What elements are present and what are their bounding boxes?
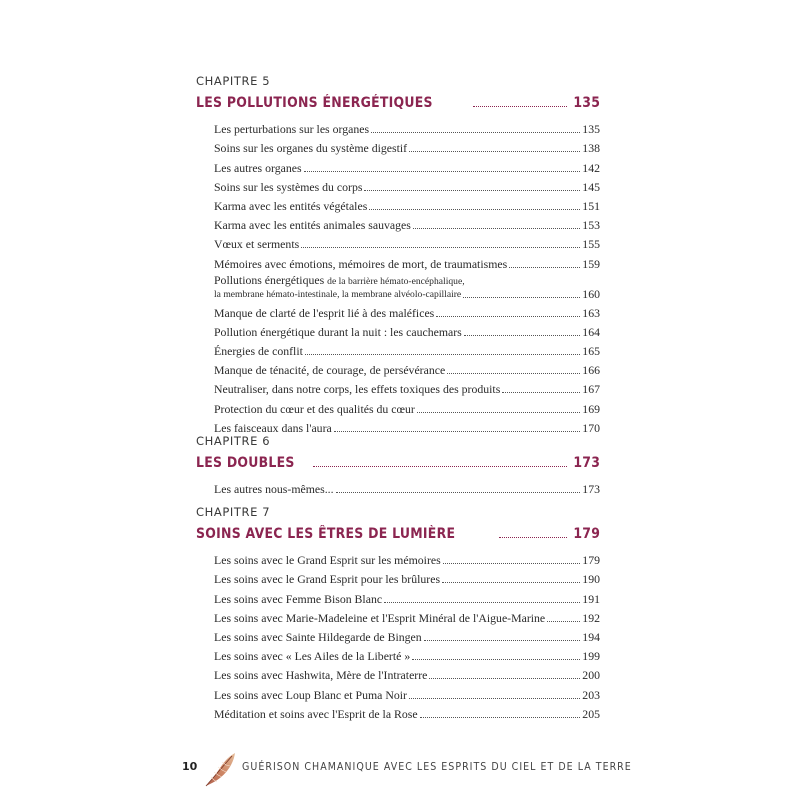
entry-title: Manque de ténacité, de courage, de persévérance bbox=[214, 363, 446, 378]
entry-title-continued: de la barrière hémato-encéphalique, bbox=[327, 275, 465, 287]
toc-entry[interactable] bbox=[214, 155, 600, 174]
dot-leader bbox=[364, 190, 580, 191]
entry-title: Méditation et soins avec l'Esprit de la Rose bbox=[214, 706, 418, 721]
dot-leader bbox=[464, 335, 581, 336]
toc-entry[interactable] bbox=[214, 625, 600, 644]
dot-leader bbox=[304, 171, 581, 172]
entry-page: 155 bbox=[582, 237, 600, 252]
dot-leader bbox=[371, 132, 580, 133]
chapter-label: CHAPITRE 6 bbox=[196, 434, 271, 448]
entry-page: 191 bbox=[582, 591, 600, 606]
chapter-title: SOINS AVEC LES ÊTRES DE LUMIÈRE bbox=[196, 526, 456, 542]
toc-entry[interactable] bbox=[214, 339, 600, 358]
toc-entry[interactable] bbox=[214, 320, 600, 339]
chapter-label: CHAPITRE 7 bbox=[196, 505, 271, 519]
toc-entry[interactable] bbox=[214, 663, 600, 682]
dot-leader bbox=[499, 537, 566, 538]
entry-page: 165 bbox=[582, 344, 600, 359]
dot-leader bbox=[447, 373, 580, 374]
entry-page: 153 bbox=[582, 218, 600, 233]
entry-title-line2: la membrane hémato-intestinale, la membrane alvéolo-capillaire bbox=[214, 288, 462, 300]
chapter-page-number: 179 bbox=[573, 526, 600, 542]
entry-page: 200 bbox=[582, 668, 600, 683]
entry-title: Les soins avec « Les Ailes de la Liberté » bbox=[214, 649, 411, 664]
entry-page: 203 bbox=[582, 687, 600, 702]
page-number: 10 bbox=[182, 760, 198, 773]
entry-title: Les autres organes bbox=[214, 160, 302, 175]
entry-page: 173 bbox=[582, 482, 600, 497]
entry-page: 179 bbox=[582, 553, 600, 568]
entry-title: Les autres nous-mêmes... bbox=[214, 482, 334, 497]
entry-title: Énergies de conflit bbox=[214, 344, 303, 359]
entry-title: Karma avec les entités animales sauvages bbox=[214, 218, 411, 233]
dot-leader bbox=[424, 640, 581, 641]
entry-title: Les soins avec Marie-Madeleine et l'Esprit Minéral de l'Aigue-Marine bbox=[214, 610, 546, 625]
entry-page: 159 bbox=[582, 256, 600, 271]
entry-title: Les soins avec le Grand Esprit pour les brûlures bbox=[214, 572, 441, 587]
toc-entry[interactable] bbox=[214, 567, 600, 586]
toc-entry[interactable] bbox=[214, 117, 600, 136]
dot-leader bbox=[420, 717, 581, 718]
entry-page: 145 bbox=[582, 179, 600, 194]
chapter-title: LES DOUBLES bbox=[196, 455, 295, 471]
dot-leader bbox=[417, 412, 580, 413]
dot-leader bbox=[443, 563, 581, 564]
entry-title: Les faisceaux dans l'aura bbox=[214, 420, 332, 435]
entry-page: 166 bbox=[582, 363, 600, 378]
chapter-6 bbox=[196, 434, 600, 496]
entry-title: Pollutions énergétiques bbox=[214, 272, 325, 287]
toc-entry[interactable] bbox=[214, 396, 600, 415]
entry-title: Mémoires avec émotions, mémoires de mort, de traumatismes bbox=[214, 256, 508, 271]
entry-page: 194 bbox=[582, 629, 600, 644]
dot-leader bbox=[436, 316, 580, 317]
dot-leader bbox=[473, 106, 567, 107]
toc-entry[interactable] bbox=[214, 377, 600, 396]
toc-entry[interactable] bbox=[214, 606, 600, 625]
entry-page: 192 bbox=[582, 610, 600, 625]
dot-leader bbox=[463, 297, 580, 298]
dot-leader bbox=[509, 267, 580, 268]
dot-leader bbox=[301, 247, 580, 248]
chapter-title: LES POLLUTIONS ÉNERGÉTIQUES bbox=[196, 95, 433, 111]
entry-page: 151 bbox=[582, 198, 600, 213]
dot-leader bbox=[409, 151, 580, 152]
entry-title: Karma avec les entités végétales bbox=[214, 198, 368, 213]
dot-leader bbox=[502, 392, 580, 393]
entry-page: 142 bbox=[582, 160, 600, 175]
entry-page: 164 bbox=[582, 324, 600, 339]
toc-entry[interactable] bbox=[214, 232, 600, 251]
entry-page: 135 bbox=[582, 122, 600, 137]
toc-entry[interactable] bbox=[214, 416, 600, 435]
chapter-label: CHAPITRE 5 bbox=[196, 74, 271, 88]
toc-entry[interactable] bbox=[214, 644, 600, 663]
dot-leader bbox=[442, 582, 580, 583]
dot-leader bbox=[334, 431, 581, 432]
chapter-page-number: 173 bbox=[573, 455, 600, 471]
toc-entry[interactable] bbox=[214, 548, 600, 567]
toc-entry[interactable] bbox=[214, 271, 600, 301]
toc-entry[interactable] bbox=[214, 682, 600, 701]
entry-title: Les perturbations sur les organes bbox=[214, 122, 370, 137]
chapter-7 bbox=[196, 505, 600, 721]
chapter-page-number: 135 bbox=[573, 95, 600, 111]
entry-title: Les soins avec Sainte Hildegarde de Bingen bbox=[214, 629, 422, 644]
dot-leader bbox=[409, 698, 580, 699]
entry-title: Soins sur les organes du système digestif bbox=[214, 141, 408, 156]
toc-entry[interactable] bbox=[214, 136, 600, 155]
dot-leader bbox=[313, 466, 567, 467]
entry-title: Les soins avec Hashwita, Mère de l'Intraterre bbox=[214, 668, 428, 683]
dot-leader bbox=[412, 659, 580, 660]
feather-icon bbox=[202, 750, 238, 790]
toc-entry[interactable] bbox=[214, 213, 600, 232]
dot-leader bbox=[336, 492, 581, 493]
entry-title: Pollution énergétique durant la nuit : les cauchemars bbox=[214, 324, 462, 339]
entry-page: 205 bbox=[582, 706, 600, 721]
entry-title: Les soins avec Femme Bison Blanc bbox=[214, 591, 383, 606]
chapter-title-row[interactable] bbox=[196, 522, 600, 542]
dot-leader bbox=[413, 228, 580, 229]
entry-title: Protection du cœur et des qualités du cœur bbox=[214, 401, 415, 416]
toc-entry[interactable] bbox=[214, 477, 600, 496]
toc-entry[interactable] bbox=[214, 586, 600, 605]
entry-list bbox=[214, 477, 600, 496]
toc-entry[interactable] bbox=[214, 175, 600, 194]
dot-leader bbox=[547, 621, 580, 622]
entry-page: 199 bbox=[582, 649, 600, 664]
entry-title: Vœux et serments bbox=[214, 237, 300, 252]
dot-leader bbox=[429, 678, 580, 679]
entry-title: Les soins avec Loup Blanc et Puma Noir bbox=[214, 687, 407, 702]
entry-page: 169 bbox=[582, 401, 600, 416]
page-footer bbox=[182, 754, 632, 794]
entry-title: Manque de clarté de l'esprit lié à des maléfices bbox=[214, 305, 435, 320]
entry-title: Les soins avec le Grand Esprit sur les mémoires bbox=[214, 553, 441, 568]
entry-page: 138 bbox=[582, 141, 600, 156]
entry-title: Neutraliser, dans notre corps, les effets toxiques des produits bbox=[214, 382, 501, 397]
toc-entry[interactable] bbox=[214, 358, 600, 377]
chapter-title-row[interactable] bbox=[196, 91, 600, 111]
entry-page: 190 bbox=[582, 572, 600, 587]
entry-title: Soins sur les systèmes du corps bbox=[214, 179, 363, 194]
chapter-5 bbox=[196, 74, 600, 435]
dot-leader bbox=[305, 354, 580, 355]
dot-leader bbox=[369, 209, 580, 210]
entry-list bbox=[214, 117, 600, 435]
entry-page: 170 bbox=[582, 420, 600, 435]
dot-leader bbox=[384, 602, 580, 603]
toc-entry[interactable] bbox=[214, 194, 600, 213]
toc-entry[interactable] bbox=[214, 702, 600, 721]
toc-entry[interactable] bbox=[214, 251, 600, 270]
entry-page: 167 bbox=[582, 382, 600, 397]
entry-page: 160 bbox=[582, 286, 600, 301]
chapter-title-row[interactable] bbox=[196, 451, 600, 471]
book-title: GUÉRISON CHAMANIQUE AVEC LES ESPRITS DU CIEL ET DE LA TERRE bbox=[242, 762, 632, 773]
toc-entry[interactable] bbox=[214, 301, 600, 320]
entry-page: 163 bbox=[582, 305, 600, 320]
entry-list bbox=[214, 548, 600, 721]
